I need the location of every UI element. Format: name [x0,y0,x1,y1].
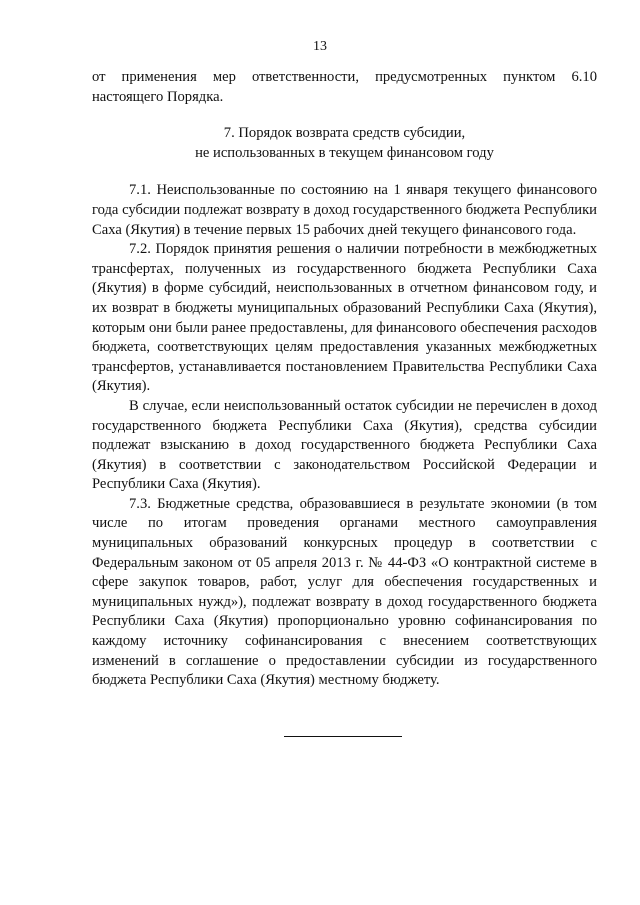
section-title-line-2: не использованных в текущем финансовом году [195,144,494,161]
paragraph-7-1: 7.1. Неиспользованные по состоянию на 1 января текущего финансового года субсидии подлежат возврату в доход государственного бюджета Республики Саха (Якутия) в течение первых 15 рабочих дней текущего финансового года. [92,182,597,238]
section-title-line-1: 7. Порядок возврата средств субсидии, [223,125,466,142]
document-body [92,68,597,691]
intro-paragraph: от применения мер ответственности, предусмотренных пунктом 6.10 настоящего Порядка. [92,69,597,105]
section-heading [92,124,597,163]
page-number: 13 [313,39,327,54]
paragraph-7-3: 7.3. Бюджетные средства, образовавшиеся в результате экономии (в том числе по итогам проведения органами местного самоуправления муниципальных образований конкурсных процедур в соответствии с Федеральным законом от 05 апреля 2013 г. № 44-ФЗ «О контрактной системе в сфере закупок товаров, работ, услуг для обеспечения государственных и муниципальных нужд»), подлежат возврату в доход государственного бюджета Республики Саха (Якутия) пропорционально уровню софинансирования по каждому источнику софинансирования с внесением соответствующих изменений в соглашение о предоставлении субсидии из государственного бюджета Республики Саха (Якутия) местному бюджету. [92,495,597,689]
paragraph-7-2: 7.2. Порядок принятия решения о наличии потребности в межбюджетных трансфертах, полученных из государственного бюджета Республики Саха (Якутия) в форме субсидий, неиспользованных в отчетном финансовом году, и их возврат в бюджеты муниципальных образований Республики Саха (Якутия), которым они были ранее предоставлены, для финансового обеспечения расходов бюджета, соответствующих целям предоставления указанных межбюджетных трансфертов, устанавливается постановлением Правительства Республики Саха (Якутия). [92,241,597,395]
paragraph-7-2-case: В случае, если неиспользованный остаток субсидии не перечислен в доход государственного бюджета Республики Саха (Якутия), средства субсидии подлежат взысканию в доход государственного бюджета Республики Саха (Якутия) в соответствии с законодательством Российской Федерации и Республики Саха (Якутия). [92,397,597,493]
end-separator-line [284,736,402,737]
